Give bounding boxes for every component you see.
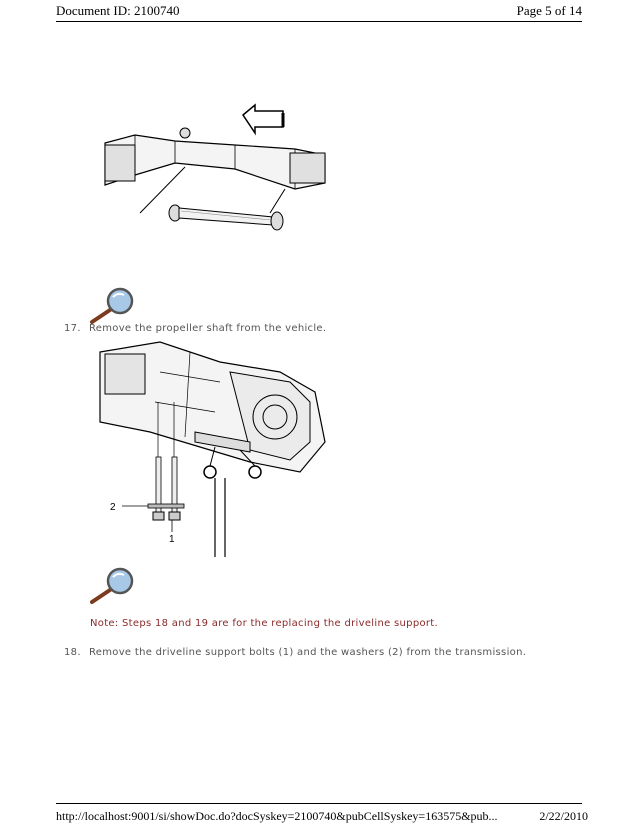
step-17 <box>64 323 326 334</box>
note-label: Note: <box>90 618 119 629</box>
step-text: Remove the propeller shaft from the vehicle. <box>89 323 327 334</box>
driveline-support-illustration <box>100 342 330 562</box>
callout-2: 2 <box>110 502 116 513</box>
page-number: Page 5 of 14 <box>516 3 582 18</box>
step-text: Remove the driveline support bolts (1) and the washers (2) from the transmission. <box>89 647 527 658</box>
step-number: 18. <box>64 647 81 658</box>
footer-rule <box>56 803 582 804</box>
magnifier-icon[interactable] <box>88 566 136 606</box>
step-18 <box>64 647 526 658</box>
header-rule <box>56 21 582 22</box>
footer-url[interactable]: http://localhost:9001/si/showDoc.do?docSyskey=2100740&pubCellSyskey=163575&pub... <box>56 809 498 823</box>
propeller-shaft-illustration <box>95 105 335 255</box>
document-id: Document ID: 2100740 <box>56 3 180 18</box>
step-number: 17. <box>64 323 81 334</box>
magnifier-icon[interactable] <box>88 286 136 326</box>
note <box>90 618 438 629</box>
note-text: Steps 18 and 19 are for the replacing the driveline support. <box>122 618 438 629</box>
direction-arrow-icon <box>243 105 283 133</box>
washers <box>148 504 184 508</box>
footer-date: 2/22/2010 <box>539 809 588 823</box>
callout-1: 1 <box>169 534 175 545</box>
propeller-shaft <box>169 205 283 230</box>
